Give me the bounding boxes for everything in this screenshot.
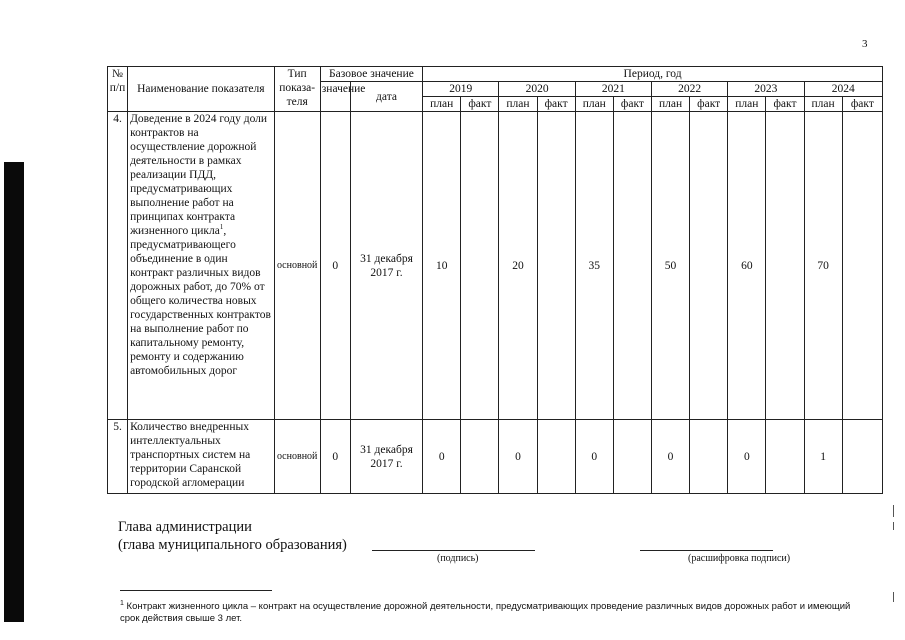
header-year: 2022 — [651, 82, 727, 97]
row-base-value: 0 — [320, 420, 350, 494]
table-row — [108, 112, 883, 420]
plan-cell: 0 — [728, 420, 766, 494]
plan-cell: 0 — [575, 420, 613, 494]
header-fact: факт — [690, 97, 728, 112]
scan-mark — [893, 522, 894, 530]
row-type: основной — [274, 112, 320, 420]
table-row — [108, 420, 883, 494]
header-plan: план — [728, 97, 766, 112]
decoding-caption: (расшифровка подписи) — [688, 553, 791, 564]
signature-title: Глава администрации — [118, 519, 252, 535]
header-period: Период, год — [423, 67, 883, 82]
header-fact: факт — [766, 97, 804, 112]
fact-cell — [690, 112, 728, 420]
fact-cell — [842, 420, 882, 494]
fact-cell — [461, 112, 499, 420]
header-num: № п/п — [108, 67, 128, 112]
header-plan: план — [651, 97, 689, 112]
header-type: Тип показа-теля — [274, 67, 320, 112]
row-name-tail: , предусматривающего объединение в один контракт различных видов дорожных работ, до 70% от общего количества новых государственных контрактов на выполнение работ по капитальному ремонту, ремонту и содержанию автомобильных дорог — [130, 225, 271, 377]
header-year: 2023 — [728, 82, 804, 97]
signature-line — [372, 550, 535, 551]
fact-cell — [842, 112, 882, 420]
row-name-text: Количество внедренных интеллектуальных транспортных систем на территории Саранской городской агломерации — [130, 421, 251, 489]
fact-cell — [461, 420, 499, 494]
row-name-text: Доведение в 2024 году доли контрактов на осуществление дорожной деятельности в рамках реализации ПДД, предусматривающих выполнение работ на принципах контракта жизненного цикла — [130, 113, 268, 237]
row-base-date: 31 декабря 2017 г. — [350, 112, 422, 420]
plan-cell: 20 — [499, 112, 537, 420]
scan-mark — [893, 592, 894, 602]
plan-cell: 50 — [651, 112, 689, 420]
row-name — [128, 420, 275, 494]
header-base: Базовое значение — [320, 67, 422, 82]
plan-cell: 0 — [423, 420, 461, 494]
fact-cell — [613, 420, 651, 494]
row-num: 5. — [108, 420, 128, 494]
footnote-ref: 1 — [219, 223, 224, 232]
header-base-date: дата — [350, 82, 422, 112]
fact-cell — [537, 420, 575, 494]
header-plan: план — [423, 97, 461, 112]
scan-dark-edge — [4, 162, 24, 622]
header-fact: факт — [537, 97, 575, 112]
footnote — [120, 598, 860, 625]
footnote-rule — [120, 590, 272, 591]
footnote-text: Контракт жизненного цикла – контракт на осуществление дорожной деятельности, предусматривающих проведение различных видов дорожных работ и имеющий срок действия свыше 3 лет. — [120, 601, 851, 625]
row-name — [128, 112, 275, 420]
header-fact: факт — [461, 97, 499, 112]
row-base-date: 31 декабря 2017 г. — [350, 420, 422, 494]
indicators-table — [107, 66, 883, 494]
header-plan: план — [804, 97, 842, 112]
header-year: 2021 — [575, 82, 651, 97]
scan-mark — [893, 505, 894, 517]
plan-cell: 60 — [728, 112, 766, 420]
header-base-value: значение — [320, 82, 350, 112]
signature-subtitle: (глава муниципального образования) — [118, 537, 347, 553]
decoding-line — [640, 550, 773, 551]
fact-cell — [766, 420, 804, 494]
header-row-1 — [108, 67, 883, 82]
plan-cell: 0 — [651, 420, 689, 494]
header-year: 2019 — [423, 82, 499, 97]
header-plan: план — [499, 97, 537, 112]
header-year: 2020 — [499, 82, 575, 97]
plan-cell: 35 — [575, 112, 613, 420]
row-type: основной — [274, 420, 320, 494]
fact-cell — [537, 112, 575, 420]
header-name: Наименование показателя — [128, 67, 275, 112]
page-number: 3 — [862, 38, 868, 50]
plan-cell: 10 — [423, 112, 461, 420]
footnote-mark: 1 — [120, 600, 124, 607]
plan-cell: 1 — [804, 420, 842, 494]
signature-caption: (подпись) — [437, 553, 479, 564]
plan-cell: 0 — [499, 420, 537, 494]
header-fact: факт — [842, 97, 882, 112]
header-fact: факт — [613, 97, 651, 112]
plan-cell: 70 — [804, 112, 842, 420]
fact-cell — [690, 420, 728, 494]
header-year: 2024 — [804, 82, 882, 97]
signature-block — [118, 518, 347, 554]
row-num: 4. — [108, 112, 128, 420]
fact-cell — [766, 112, 804, 420]
fact-cell — [613, 112, 651, 420]
header-plan: план — [575, 97, 613, 112]
row-base-value: 0 — [320, 112, 350, 420]
